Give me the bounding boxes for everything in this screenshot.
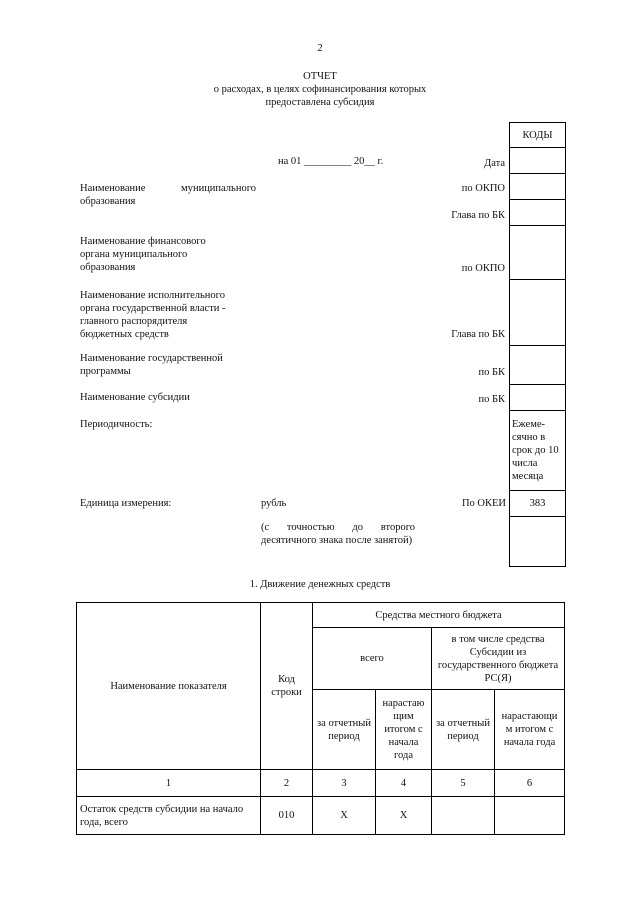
precision-note: (с точностью до второго десятичного знака после занятой) <box>261 522 415 546</box>
po-bk-label-1: по БК <box>478 367 505 378</box>
fin-org-label-2: органа муниципального <box>80 249 188 260</box>
program-label-1: Наименование государственной <box>80 353 223 364</box>
okei-code: 383 <box>510 491 565 517</box>
municipal-name-label: Наименование муниципального <box>80 183 256 194</box>
section-title: 1. Движение денежных средств <box>249 579 391 590</box>
title-line-2: о расходах, в целях софинансирования которых <box>213 84 427 95</box>
table-row <box>77 797 565 835</box>
periodicity-value: Ежеме-сячно в срок до 10 числа месяца <box>510 411 565 491</box>
col-number-4: 4 <box>376 770 432 797</box>
periodicity-label: Периодичность: <box>80 419 153 430</box>
code-okpo-1[interactable] <box>510 174 565 200</box>
program-label-2: программы <box>80 366 131 377</box>
fin-org-label-3: образования <box>80 262 136 273</box>
title-line-1: ОТЧЕТ <box>303 71 337 82</box>
title-line-3: предоставлена субсидия <box>265 97 375 108</box>
date-label: Дата <box>484 158 505 169</box>
row-cell-5[interactable] <box>432 797 495 835</box>
okpo-label-1: по ОКПО <box>461 183 505 194</box>
glava-bk-label-2: Глава по БК <box>451 329 505 340</box>
municipal-name-label-2: образования <box>80 196 136 207</box>
col-header-period-1: за отчетный период <box>313 690 376 770</box>
page-number: 2 <box>317 43 323 54</box>
col-number-3: 3 <box>313 770 376 797</box>
col-number-2: 2 <box>261 770 313 797</box>
unit-label: Единица измерения: <box>80 498 172 509</box>
code-glava-bk-1[interactable] <box>510 200 565 226</box>
row-indicator-name: Остаток средств субсидии на начало года, всего <box>77 797 261 835</box>
col-header-period-2: за отчетный период <box>432 690 495 770</box>
cash-flow-table <box>76 602 565 835</box>
subsidy-name-label: Наименование субсидии <box>80 392 190 403</box>
code-date[interactable] <box>510 148 565 174</box>
col-header-code: Код строки <box>261 603 313 770</box>
exec-org-label-1: Наименование исполнительного <box>80 290 225 301</box>
col-header-total: всего <box>313 628 432 690</box>
col-header-indicator: Наименование показателя <box>77 603 261 770</box>
codes-header: КОДЫ <box>510 122 565 148</box>
col-header-including: в том числе средства Субсидии из государственного бюджета РС(Я) <box>432 628 565 690</box>
code-glava-bk-2[interactable] <box>510 280 565 346</box>
code-po-bk-2[interactable] <box>510 385 565 411</box>
codes-column <box>509 122 566 567</box>
row-cell-6[interactable] <box>495 797 565 835</box>
col-header-cumulative-1: нарастаю щим итогом с начала года <box>376 690 432 770</box>
col-header-cumulative-2: нарастающи м итогом с начала года <box>495 690 565 770</box>
exec-org-label-4: бюджетных средств <box>80 329 169 340</box>
code-extra[interactable] <box>510 517 565 567</box>
okpo-label-2: по ОКПО <box>461 263 505 274</box>
exec-org-label-3: главного распорядителя <box>80 316 188 327</box>
report-title <box>0 70 640 109</box>
okei-label: По ОКЕИ <box>461 498 506 509</box>
code-okpo-2[interactable] <box>510 226 565 280</box>
row-cell-4: X <box>376 797 432 835</box>
fin-org-label-1: Наименование финансового <box>80 236 206 247</box>
col-number-1: 1 <box>77 770 261 797</box>
row-code: 010 <box>261 797 313 835</box>
code-po-bk-1[interactable] <box>510 346 565 385</box>
col-header-local-budget: Средства местного бюджета <box>313 603 565 628</box>
po-bk-label-2: по БК <box>478 394 505 405</box>
unit-value: рубль <box>261 498 287 509</box>
glava-bk-label-1: Глава по БК <box>451 210 505 221</box>
col-number-6: 6 <box>495 770 565 797</box>
exec-org-label-2: органа государственной власти - <box>80 303 226 314</box>
row-cell-3: X <box>313 797 376 835</box>
date-line: на 01 _________ 20__ г. <box>278 156 384 167</box>
col-number-5: 5 <box>432 770 495 797</box>
